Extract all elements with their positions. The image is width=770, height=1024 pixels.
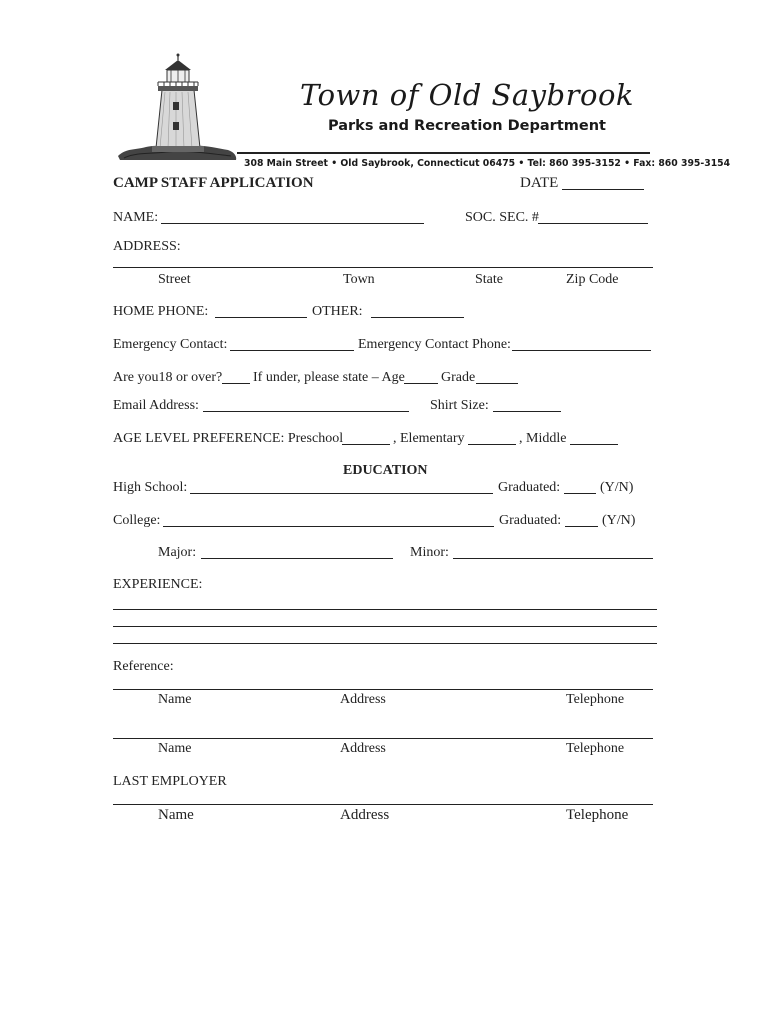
reference-1-address: Address bbox=[340, 692, 386, 707]
high-school-field[interactable] bbox=[190, 480, 493, 494]
address-zip: Zip Code bbox=[566, 272, 619, 287]
other-phone-label: OTHER: bbox=[312, 304, 363, 319]
experience-line-3[interactable] bbox=[113, 643, 657, 644]
college-yn-label: (Y/N) bbox=[602, 513, 636, 528]
emergency-phone-label: Emergency Contact Phone: bbox=[358, 337, 511, 352]
lighthouse-icon bbox=[116, 52, 238, 164]
high-school-label: High School: bbox=[113, 480, 188, 495]
name-field[interactable] bbox=[161, 210, 424, 224]
town-title: Town of Old Saybrook bbox=[300, 78, 634, 112]
emergency-contact-label: Emergency Contact: bbox=[113, 337, 228, 352]
form-heading: CAMP STAFF APPLICATION bbox=[113, 175, 314, 191]
email-field[interactable] bbox=[203, 398, 409, 412]
ssn-label: SOC. SEC. # bbox=[465, 210, 539, 225]
date-label: DATE bbox=[520, 175, 559, 191]
age-field[interactable] bbox=[404, 370, 438, 384]
reference-2-field[interactable] bbox=[113, 738, 653, 739]
emergency-phone-field[interactable] bbox=[512, 337, 651, 351]
date-field[interactable] bbox=[562, 176, 644, 190]
experience-line-1[interactable] bbox=[113, 609, 657, 610]
reference-2-name: Name bbox=[158, 741, 192, 756]
shirt-size-field[interactable] bbox=[493, 398, 561, 412]
college-graduated-field[interactable] bbox=[565, 513, 598, 527]
hs-yn-label: (Y/N) bbox=[600, 480, 634, 495]
age-question: Are you18 or over? bbox=[113, 370, 223, 385]
other-phone-field[interactable] bbox=[371, 304, 464, 318]
education-heading: EDUCATION bbox=[343, 463, 428, 478]
address-street: Street bbox=[158, 272, 191, 287]
age-over-18-field[interactable] bbox=[222, 370, 250, 384]
ssn-field[interactable] bbox=[538, 210, 648, 224]
grade-label: Grade bbox=[441, 370, 476, 385]
last-employer-telephone: Telephone bbox=[566, 807, 629, 823]
reference-label: Reference: bbox=[113, 659, 174, 674]
home-phone-label: HOME PHONE: bbox=[113, 304, 209, 319]
minor-field[interactable] bbox=[453, 545, 653, 559]
college-graduated-label: Graduated: bbox=[499, 513, 562, 528]
last-employer-field[interactable] bbox=[113, 804, 653, 805]
reference-1-field[interactable] bbox=[113, 689, 653, 690]
last-employer-address: Address bbox=[340, 807, 390, 823]
last-employer-name: Name bbox=[158, 807, 194, 823]
emergency-contact-field[interactable] bbox=[230, 337, 354, 351]
letterhead-address: 308 Main Street • Old Saybrook, Connecticut 06475 • Tel: 860 395-3152 • Fax: 860 395-3154 bbox=[244, 158, 731, 169]
shirt-size-label: Shirt Size: bbox=[430, 398, 489, 413]
last-employer-label: LAST EMPLOYER bbox=[113, 774, 227, 789]
hs-graduated-label: Graduated: bbox=[498, 480, 561, 495]
name-label: NAME: bbox=[113, 210, 159, 225]
experience-line-2[interactable] bbox=[113, 626, 657, 627]
elementary-label: , Elementary bbox=[393, 431, 465, 446]
preschool-field[interactable] bbox=[342, 431, 390, 445]
reference-2-address: Address bbox=[340, 741, 386, 756]
elementary-field[interactable] bbox=[468, 431, 516, 445]
address-label: ADDRESS: bbox=[113, 239, 181, 254]
age-under-label: If under, please state – Age bbox=[253, 370, 405, 385]
minor-label: Minor: bbox=[410, 545, 449, 560]
home-phone-field[interactable] bbox=[215, 304, 307, 318]
middle-label: , Middle bbox=[519, 431, 567, 446]
reference-1-name: Name bbox=[158, 692, 192, 707]
address-state: State bbox=[475, 272, 503, 287]
address-town: Town bbox=[343, 272, 375, 287]
grade-field[interactable] bbox=[476, 370, 518, 384]
major-field[interactable] bbox=[201, 545, 393, 559]
address-field[interactable] bbox=[113, 267, 653, 268]
major-label: Major: bbox=[158, 545, 197, 560]
hs-graduated-field[interactable] bbox=[564, 480, 596, 494]
middle-field[interactable] bbox=[570, 431, 618, 445]
email-label: Email Address: bbox=[113, 398, 199, 413]
age-pref-label: AGE LEVEL PREFERENCE: Preschool bbox=[113, 431, 344, 446]
reference-1-telephone: Telephone bbox=[566, 692, 625, 707]
reference-2-telephone: Telephone bbox=[566, 741, 625, 756]
college-field[interactable] bbox=[163, 513, 494, 527]
letterhead-rule bbox=[237, 152, 650, 154]
department-name: Parks and Recreation Department bbox=[328, 118, 606, 134]
experience-label: EXPERIENCE: bbox=[113, 577, 203, 592]
college-label: College: bbox=[113, 513, 161, 528]
